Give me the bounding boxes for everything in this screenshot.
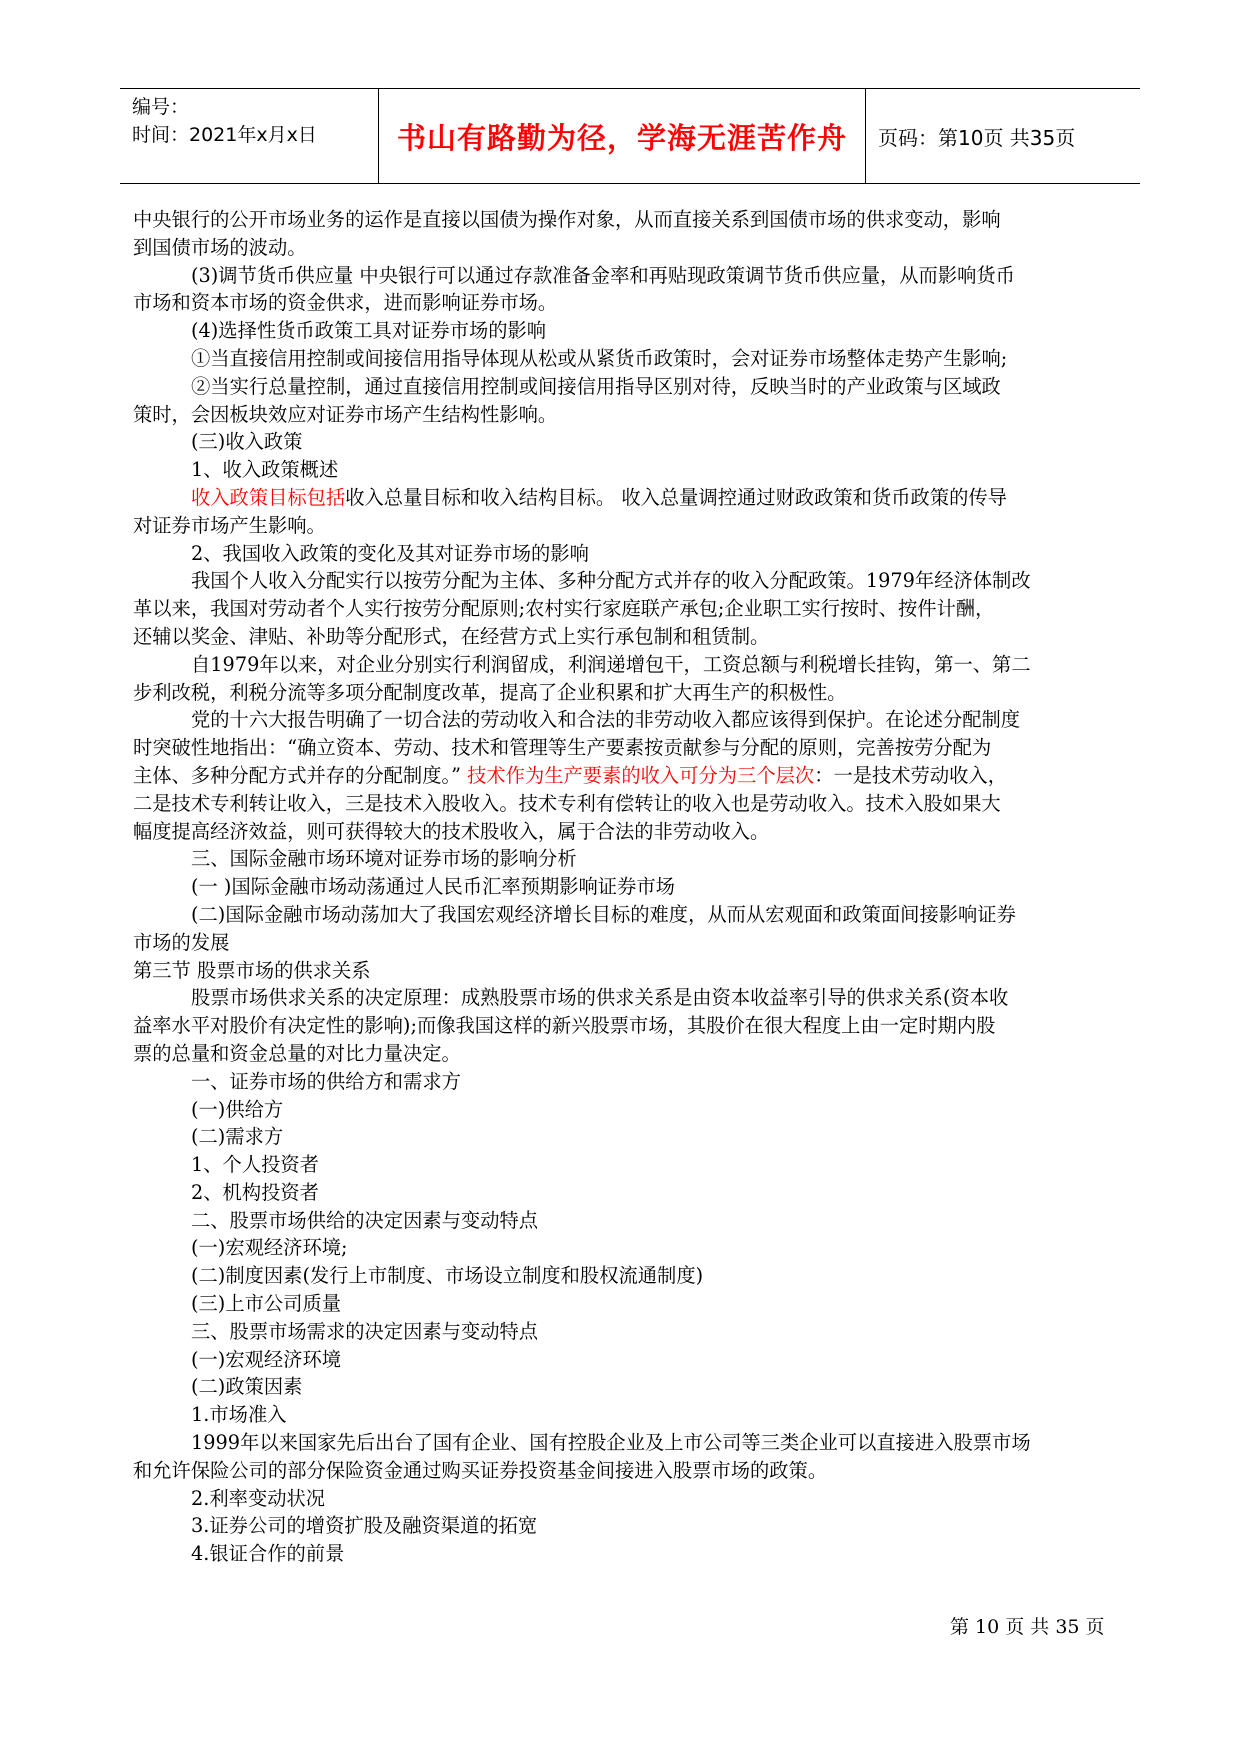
text-line (133, 262, 1115, 290)
line-text: 收入总量目标和收入结构目标。 收入总量调控通过财政政策和货币政策的传导 (345, 485, 1007, 509)
line-text: (一)宏观经济环境; (191, 1236, 348, 1260)
text-line (133, 734, 1115, 762)
line-text: (二)政策因素 (191, 1375, 303, 1399)
text-line (133, 984, 1115, 1012)
text-line (133, 1151, 1115, 1179)
line-text: 股票市场供求关系的决定原理：成熟股票市场的供求关系是由资本收益率引导的供求关系(资本收 (191, 986, 1009, 1010)
text-line (133, 595, 1115, 623)
line-text: 中央银行的公开市场业务的运作是直接以国债为操作对象，从而直接关系到国债市场的供求变动，影响 (133, 208, 1001, 231)
document-header (120, 88, 1140, 184)
line-text: 二是技术专利转让收入，三是技术入股收入。技术专利有偿转让的收入也是劳动收入。技术入股如果大 (133, 791, 1001, 815)
text-line (133, 790, 1115, 818)
line-text: (二)国际金融市场动荡加大了我国宏观经济增长目标的难度，从而从宏观面和政策面间接影响证券 (191, 902, 1016, 926)
line-text: 2、我国收入政策的变化及其对证券市场的影响 (191, 541, 589, 565)
line-text: 二、股票市场供给的决定因素与变动特点 (191, 1208, 539, 1232)
line-text: 市场和资本市场的资金供求，进而影响证券市场。 (133, 291, 558, 315)
text-line (133, 1179, 1115, 1207)
time-label: 时间：2021年x月x日 (132, 124, 317, 146)
text-line (133, 651, 1115, 679)
line-text: 3.证券公司的增资扩股及融资渠道的拓宽 (191, 1514, 538, 1538)
line-text: 4.银证合作的前景 (191, 1542, 345, 1566)
text-line (133, 1485, 1115, 1513)
line-text: 主体、多种分配方式并存的分配制度。” (133, 763, 468, 787)
line-text: (三)收入政策 (191, 430, 303, 454)
text-line (133, 373, 1115, 401)
text-line (133, 540, 1115, 568)
line-text: 一、证券市场的供给方和需求方 (191, 1069, 461, 1093)
text-line (133, 289, 1115, 317)
line-text: ②当实行总量控制，通过直接信用控制或间接信用指导区别对待，反映当时的产业政策与区域政 (191, 374, 1001, 398)
line-text: (二)需求方 (191, 1125, 284, 1149)
line-text: 票的总量和资金总量的对比力量决定。 (133, 1041, 461, 1065)
text-line (133, 1068, 1115, 1096)
line-text: 2、机构投资者 (191, 1180, 319, 1204)
text-line (133, 1457, 1115, 1485)
line-text: (3)调节货币供应量 中央银行可以通过存款准备金率和再贴现政策调节货币供应量，从而影响货币 (191, 263, 1015, 287)
line-text: 1、个人投资者 (191, 1153, 319, 1177)
highlight-text: 收入政策目标包括 (191, 485, 346, 509)
document-body (133, 206, 1115, 1568)
line-text: 幅度提高经济效益，则可获得较大的技术股收入，属于合法的非劳动收入。 (133, 819, 770, 843)
text-line (133, 1207, 1115, 1235)
text-line (133, 929, 1115, 957)
line-text: 我国个人收入分配实行以按劳分配为主体、多种分配方式并存的收入分配政策。1979年经济体制改 (191, 569, 1031, 593)
text-line (133, 1512, 1115, 1540)
line-text: 党的十六大报告明确了一切合法的劳动收入和合法的非劳动收入都应该得到保护。在论述分配制度 (191, 708, 1021, 732)
text-line (133, 317, 1115, 345)
text-line (133, 1096, 1115, 1124)
line-text: 步利改税，利税分流等多项分配制度改革，提高了企业积累和扩大再生产的积极性。 (133, 680, 847, 704)
text-line (133, 1262, 1115, 1290)
text-line (133, 1429, 1115, 1457)
line-text: 时突破性地指出：“确立资本、劳动、技术和管理等生产要素按贡献参与分配的原则，完善按劳分配为 (133, 736, 992, 760)
line-text: 对证券市场产生影响。 (133, 513, 326, 537)
line-text: 第三节 股票市场的供求关系 (133, 958, 371, 982)
line-text: 革以来，我国对劳动者个人实行按劳分配原则;农村实行家庭联产承包;企业职工实行按时、按件计酬， (133, 597, 995, 621)
text-line (133, 345, 1115, 373)
text-line (133, 873, 1115, 901)
line-text: 和允许保险公司的部分保险资金通过购买证券投资基金间接进入股票市场的政策。 (133, 1458, 828, 1482)
line-text: 三、国际金融市场环境对证券市场的影响分析 (191, 847, 577, 871)
text-line (133, 1012, 1115, 1040)
page-info: 页码：第10页 共35页 (878, 125, 1076, 150)
line-text: 1.市场准入 (191, 1403, 287, 1427)
text-line (133, 1373, 1115, 1401)
highlight-text: 技术作为生产要素的收入可分为三个层次 (467, 763, 815, 787)
text-line (133, 818, 1115, 846)
text-line (133, 957, 1115, 985)
line-text: 三、股票市场需求的决定因素与变动特点 (191, 1319, 539, 1343)
line-text: (4)选择性货币政策工具对证券市场的影响 (191, 319, 547, 343)
line-text: 1999年以来国家先后出台了国有企业、国有控股企业及上市公司等三类企业可以直接进入股票市场 (191, 1431, 1031, 1455)
text-line (133, 456, 1115, 484)
text-line (133, 206, 1115, 234)
text-line (133, 1346, 1115, 1374)
page-footer: 第 10 页 共 35 页 (950, 1616, 1105, 1638)
text-line (133, 901, 1115, 929)
line-text: 到国债市场的波动。 (133, 235, 307, 259)
text-line (133, 706, 1115, 734)
text-line (133, 512, 1115, 540)
line-text: (一)供给方 (191, 1097, 284, 1121)
text-line (133, 1234, 1115, 1262)
text-line (133, 401, 1115, 429)
text-line (133, 623, 1115, 651)
text-line (133, 1290, 1115, 1318)
line-text: 益率水平对股价有决定性的影响);而像我国这样的新兴股票市场，其股价在很大程度上由一定时期内股 (133, 1014, 996, 1038)
text-line (133, 679, 1115, 707)
text-line (133, 234, 1115, 262)
line-text: (二)制度因素(发行上市制度、市场设立制度和股权流通制度) (191, 1264, 704, 1288)
line-text: (一 )国际金融市场动荡通过人民币汇率预期影响证券市场 (191, 875, 675, 899)
text-line (133, 484, 1115, 512)
line-text: 还辅以奖金、津贴、补助等分配形式，在经营方式上实行承包制和租赁制。 (133, 624, 770, 648)
line-text: 1、收入政策概述 (191, 458, 339, 482)
line-text: (三)上市公司质量 (191, 1292, 342, 1316)
line-text: ①当直接信用控制或间接信用指导体现从松或从紧货币政策时，会对证券市场整体走势产生影响; (191, 346, 1008, 370)
text-line (133, 428, 1115, 456)
line-text: ：一是技术劳动收入， (814, 763, 1007, 787)
text-line (133, 1401, 1115, 1429)
text-line (133, 1540, 1115, 1568)
line-text: (一)宏观经济环境 (191, 1347, 342, 1371)
text-line (133, 1040, 1115, 1068)
text-line (133, 762, 1115, 790)
text-line (133, 845, 1115, 873)
motto: 书山有路勤为径，学海无涯苦作舟 (378, 89, 866, 183)
text-line (133, 1318, 1115, 1346)
line-text: 自1979年以来，对企业分别实行利润留成，利润递增包干，工资总额与利税增长挂钩，第一、第二 (191, 652, 1031, 676)
text-line (133, 567, 1115, 595)
text-line (133, 1123, 1115, 1151)
line-text: 2.利率变动状况 (191, 1486, 326, 1510)
line-text: 策时，会因板块效应对证券市场产生结构性影响。 (133, 402, 558, 426)
number-label: 编号： (132, 96, 190, 118)
header-meta (120, 89, 378, 183)
line-text: 市场的发展 (133, 930, 230, 954)
